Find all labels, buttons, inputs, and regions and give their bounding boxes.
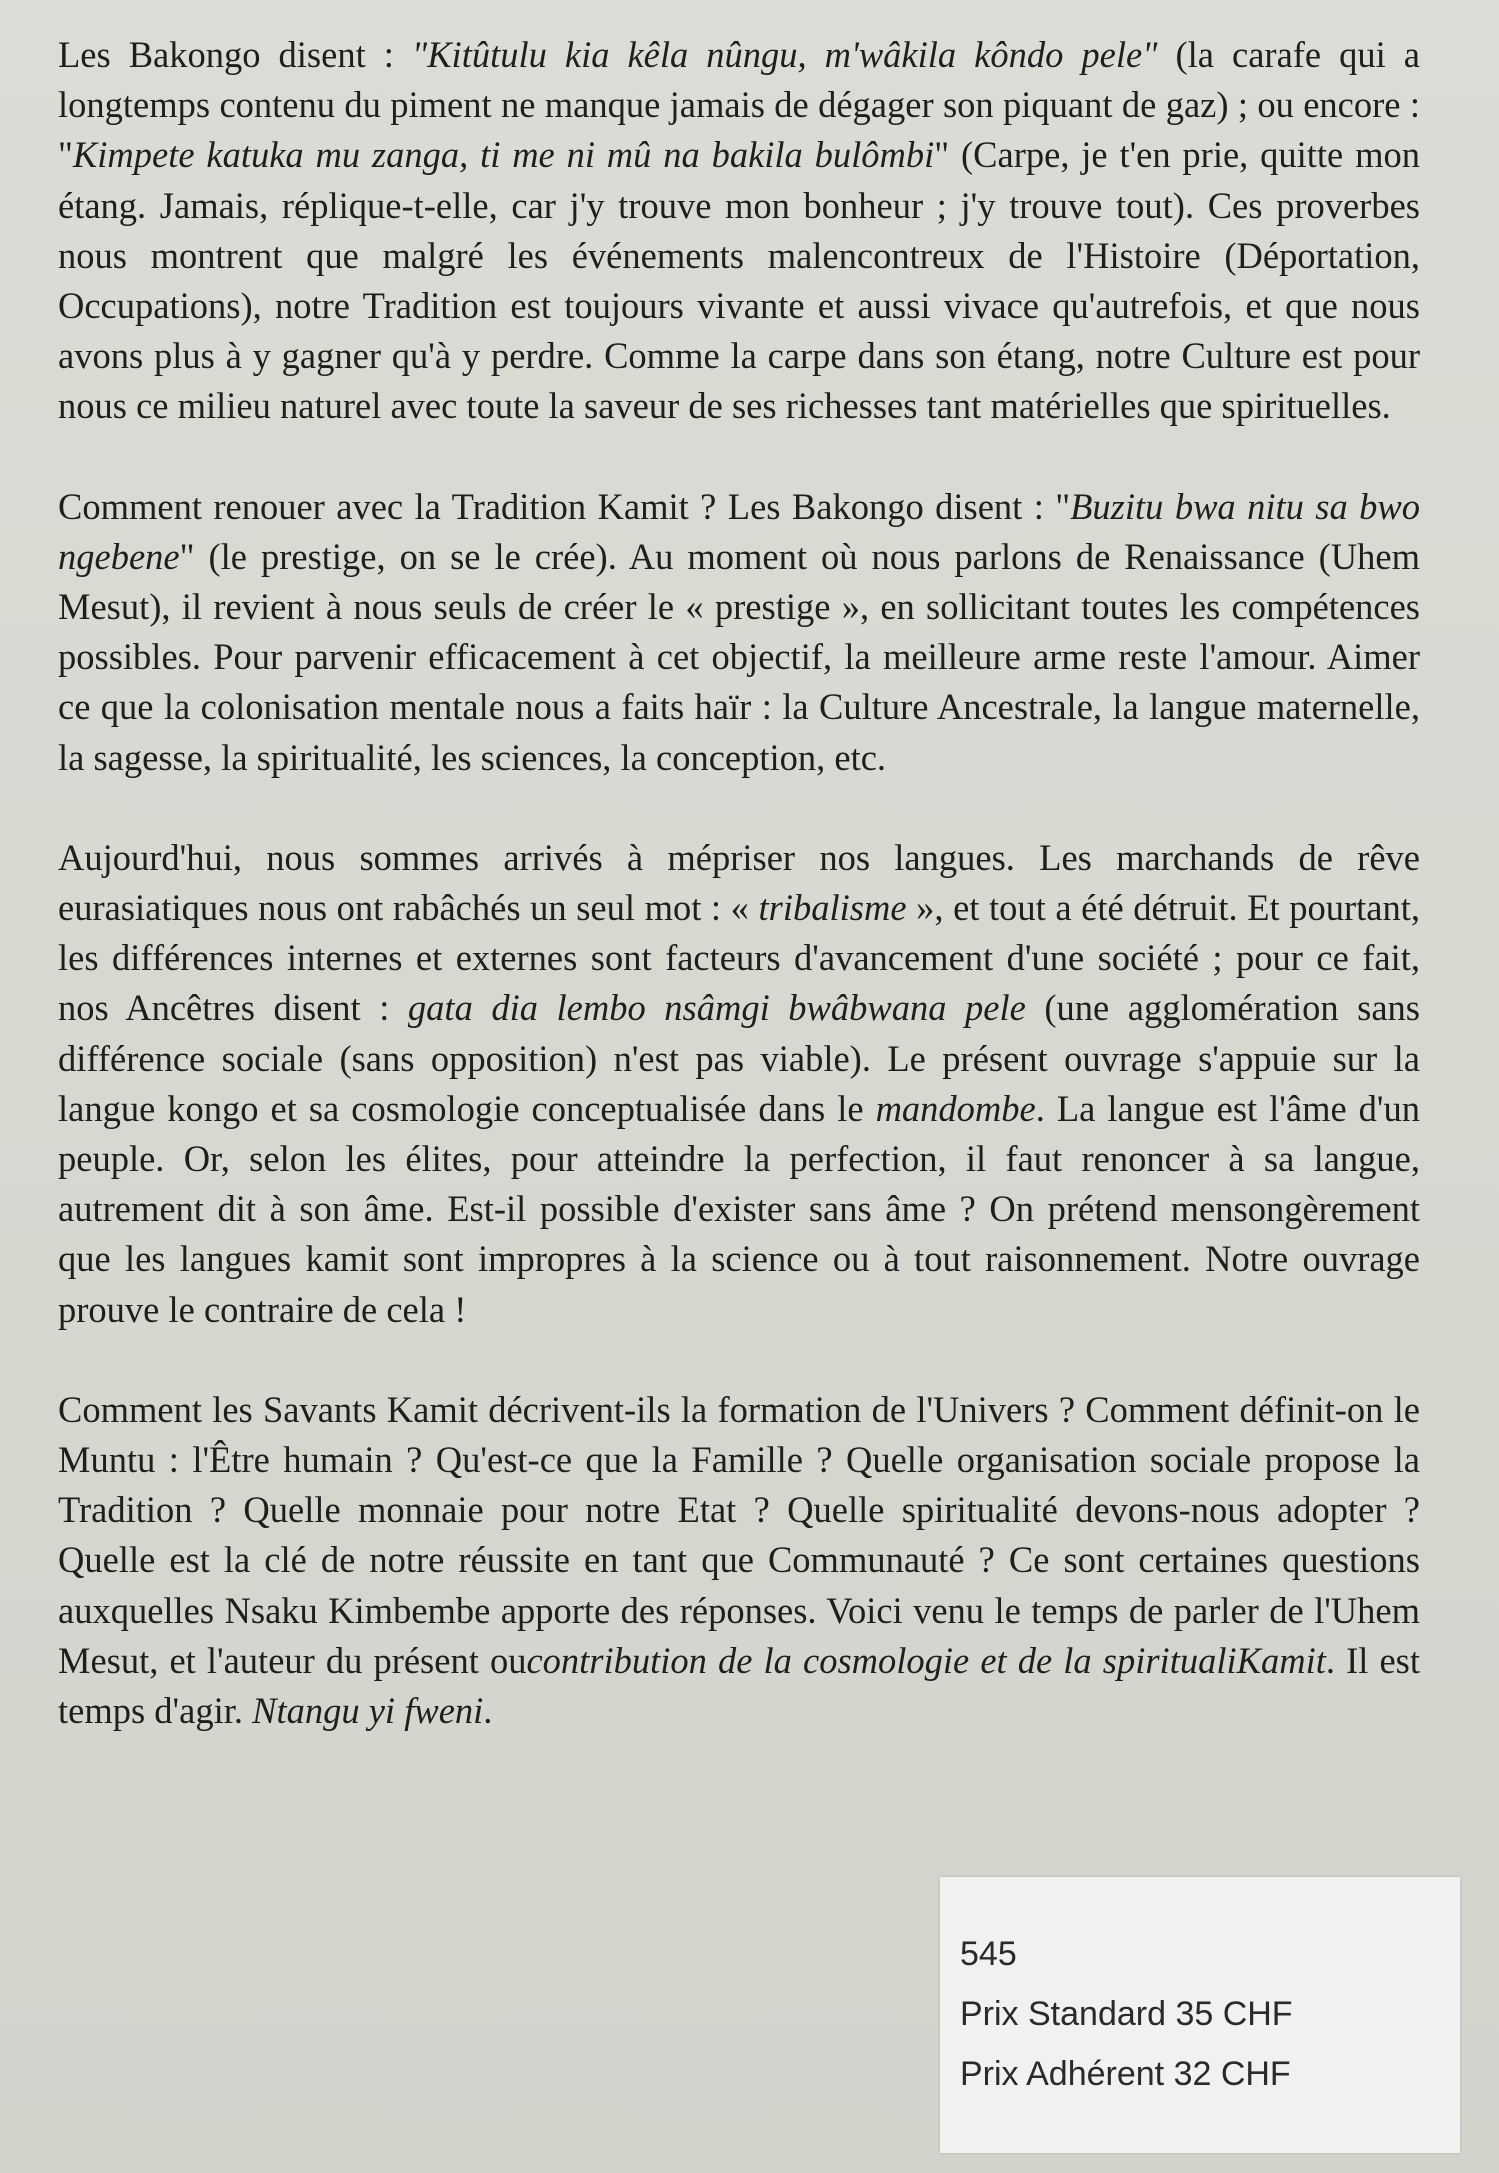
paragraph-2 bbox=[58, 482, 1420, 783]
text-segment: Kimpete katuka mu zanga, ti me ni mû na bakila bulômbi bbox=[72, 134, 935, 176]
text-segment: " (le prestige, on se le crée). Au moment où nous parlons de Renaissance (Uhem Mesut), il revient à nous seuls de créer le « prestige », en sollicitant toutes les compétences possibles. Pour parvenir efficacement à cet objectif, la meilleure arme reste l'amour. Aimer ce que la colonisation mentale nous a faits haïr : la Culture Ancestrale, la langue maternelle, la sagesse, la spiritualité, les sciences, la conception, etc. bbox=[58, 535, 1420, 778]
text-segment: (la carafe qui a longtemps contenu du piment ne manque jamais de dégager son piquant de gaz) ; ou encore : " bbox=[58, 34, 1420, 176]
paragraph-1 bbox=[58, 30, 1420, 432]
text-segment: . bbox=[483, 1690, 493, 1732]
text-segment: Aujourd'hui, nous sommes arrivés à mépriser nos langues. Les marchands de rêve eurasiatiques nous ont rabâchés un seul mot : « bbox=[58, 836, 1420, 929]
member-price: Prix Adhérent 32 CHF bbox=[960, 2055, 1291, 2093]
text-segment: tribalisme bbox=[758, 887, 907, 929]
text-segment: mandombe bbox=[875, 1087, 1036, 1129]
text-segment: (une agglomération sans différence sociale (sans opposition) n'est pas viable). Le présent ouvrage s'appuie sur la langue kongo et sa cosmologie conceptualisée dans le bbox=[58, 987, 1420, 1129]
text-segment: gata dia lembo nsâmgi bwâbwana pele bbox=[407, 987, 1026, 1029]
text-segment: Comment les Savants Kamit décrivent-ils la formation de l'Univers ? Comment définit-on le Muntu : l'Être humain ? Qu'est-ce que la Famille ? Quelle organisation sociale propose la Tradition ? Quelle monnaie pour notre Etat ? Quelle spiritualité devons-nous adopter ? Quelle est la clé de notre réussite en tant que Communauté ? Ce sont certaines questions auxquelles Nsaku Kimbembe apporte des réponses. Voici venu le temps de parler de l'Uhem Mesut, et l'auteur du présent ou bbox=[58, 1388, 1420, 1681]
price-sticker bbox=[940, 1877, 1460, 2153]
paragraph-4 bbox=[58, 1385, 1420, 1736]
sticker-code: 545 bbox=[960, 1935, 1017, 1973]
text-segment: Kamit bbox=[1236, 1639, 1326, 1681]
text-segment: . La langue est l'âme d'un peuple. Or, selon les élites, pour atteindre la perfection, il faut renoncer à sa langue, autrement dit à son âme. Est-il possible d'exister sans âme ? On prétend mensongèrement que les langues kamit sont impropres à la science ou à tout raisonnement. Notre ouvrage prouve le contraire de cela ! bbox=[58, 1087, 1420, 1330]
text-segment: », et tout a été détruit. Et pourtant, les différences internes et externes sont facteurs d'avancement d'une société ; pour ce fait, nos Ancêtres disent : bbox=[58, 887, 1421, 1029]
text-segment: contribution de la cosmologie et de la spirituali bbox=[526, 1639, 1237, 1681]
text-segment: Comment renouer avec la Tradition Kamit ? Les Bakongo disent : " bbox=[58, 485, 1071, 527]
text-segment: Les Bakongo disent : bbox=[58, 34, 412, 75]
text-segment: "Kitûtulu kia kêla nûngu, m'wâkila kôndo pele" bbox=[411, 34, 1158, 75]
blurb-text bbox=[58, 30, 1420, 1786]
text-segment: " (Carpe, je t'en prie, quitte mon étang. Jamais, réplique-t-elle, car j'y trouve mon bonheur ; j'y trouve tout). Ces proverbes nous montrent que malgré les événements malencontreux de l'Histoire (Déportation, Occupations), notre Tradition est toujours vivante et aussi vivace qu'autrefois, et que nous avons plus à y gagner qu'à y perdre. Comme la carpe dans son étang, notre Culture est pour nous ce milieu naturel avec toute la saveur de ses richesses tant matérielles que spirituelles. bbox=[58, 134, 1420, 427]
text-segment: Buzitu bwa nitu sa bwo ngebene bbox=[58, 485, 1420, 577]
text-segment: . Il est temps d'agir. bbox=[58, 1639, 1421, 1732]
paragraph-3 bbox=[58, 833, 1420, 1335]
text-segment: Ntangu yi fweni bbox=[252, 1690, 484, 1732]
standard-price: Prix Standard 35 CHF bbox=[960, 1995, 1293, 2033]
